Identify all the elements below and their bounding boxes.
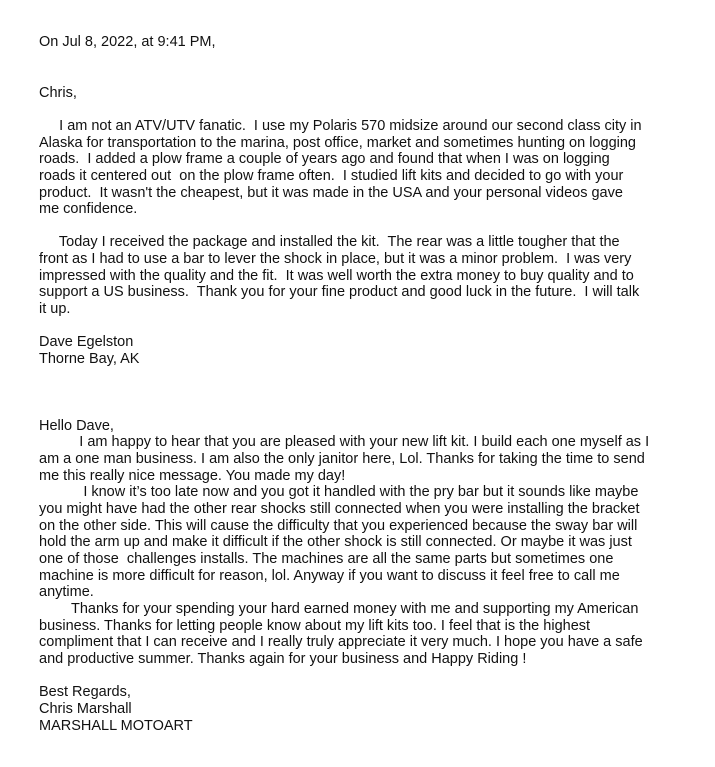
- text-line: me confidence.: [39, 201, 138, 217]
- reply-signature-company: MARSHALL MOTOART: [39, 718, 193, 734]
- text-line: roads. I added a plow frame a couple of years ago and found that when I was on logging: [39, 151, 610, 167]
- text-line: am a one man business. I am also the only janitor here, Lol. Thanks for taking the time to send: [39, 451, 645, 467]
- reply-closing: Best Regards,: [39, 684, 131, 700]
- text-line: on the other side. This will cause the difficulty that you experienced because the sway bar will: [39, 518, 638, 534]
- customer-signature-location: Thorne Bay, AK: [39, 351, 140, 367]
- text-line: roads it centered out on the plow frame often. I studied lift kits and decided to go with your: [39, 168, 624, 184]
- text-line: one of those challenges installs. The machines are all the same parts but sometimes one: [39, 551, 614, 567]
- text-line: Alaska for transportation to the marina, post office, market and sometimes hunting on logging: [39, 135, 636, 151]
- text-line: I am not an ATV/UTV fanatic. I use my Polaris 570 midsize around our second class city in: [39, 118, 642, 134]
- text-line: you might have had the other rear shocks still connected when you were installing the bracket: [39, 501, 640, 517]
- text-line: it up.: [39, 301, 71, 317]
- text-line: business. Thanks for letting people know about my lift kits too. I feel that is the highest: [39, 618, 591, 634]
- text-line: and productive summer. Thanks again for your business and Happy Riding !: [39, 651, 527, 667]
- text-line: Thanks for your spending your hard earned money with me and supporting my American: [39, 601, 639, 617]
- text-line: anytime.: [39, 584, 94, 600]
- text-line: front as I had to use a bar to lever the shock in place, but it was a minor problem. I was very: [39, 251, 632, 267]
- text-line: me this really nice message. You made my day!: [39, 468, 346, 484]
- text-line: impressed with the quality and the fit. It was well worth the extra money to buy quality and to: [39, 268, 634, 284]
- text-line: I am happy to hear that you are pleased with your new lift kit. I build each one myself as I: [39, 434, 650, 450]
- text-line: product. It wasn't the cheapest, but it was made in the USA and your personal videos gave: [39, 185, 623, 201]
- customer-greeting: Chris,: [39, 85, 77, 101]
- text-line: machine is more difficult for reason, lol. Anyway if you want to discuss it feel free to call me: [39, 568, 620, 584]
- customer-signature-name: Dave Egelston: [39, 334, 134, 350]
- reply-greeting: Hello Dave,: [39, 418, 114, 434]
- reply-signature-name: Chris Marshall: [39, 701, 132, 717]
- text-line: compliment that I can receive and I really truly appreciate it very much. I hope you have a safe: [39, 634, 643, 650]
- text-line: Today I received the package and installed the kit. The rear was a little tougher that the: [39, 234, 620, 250]
- text-line: I know it’s too late now and you got it handled with the pry bar but it sounds like maybe: [39, 484, 639, 500]
- text-line: hold the arm up and make it difficult if the other shock is still connected. Or maybe it was just: [39, 534, 632, 550]
- text-line: support a US business. Thank you for your fine product and good luck in the future. I will talk: [39, 284, 640, 300]
- date-line: On Jul 8, 2022, at 9:41 PM,: [39, 34, 216, 50]
